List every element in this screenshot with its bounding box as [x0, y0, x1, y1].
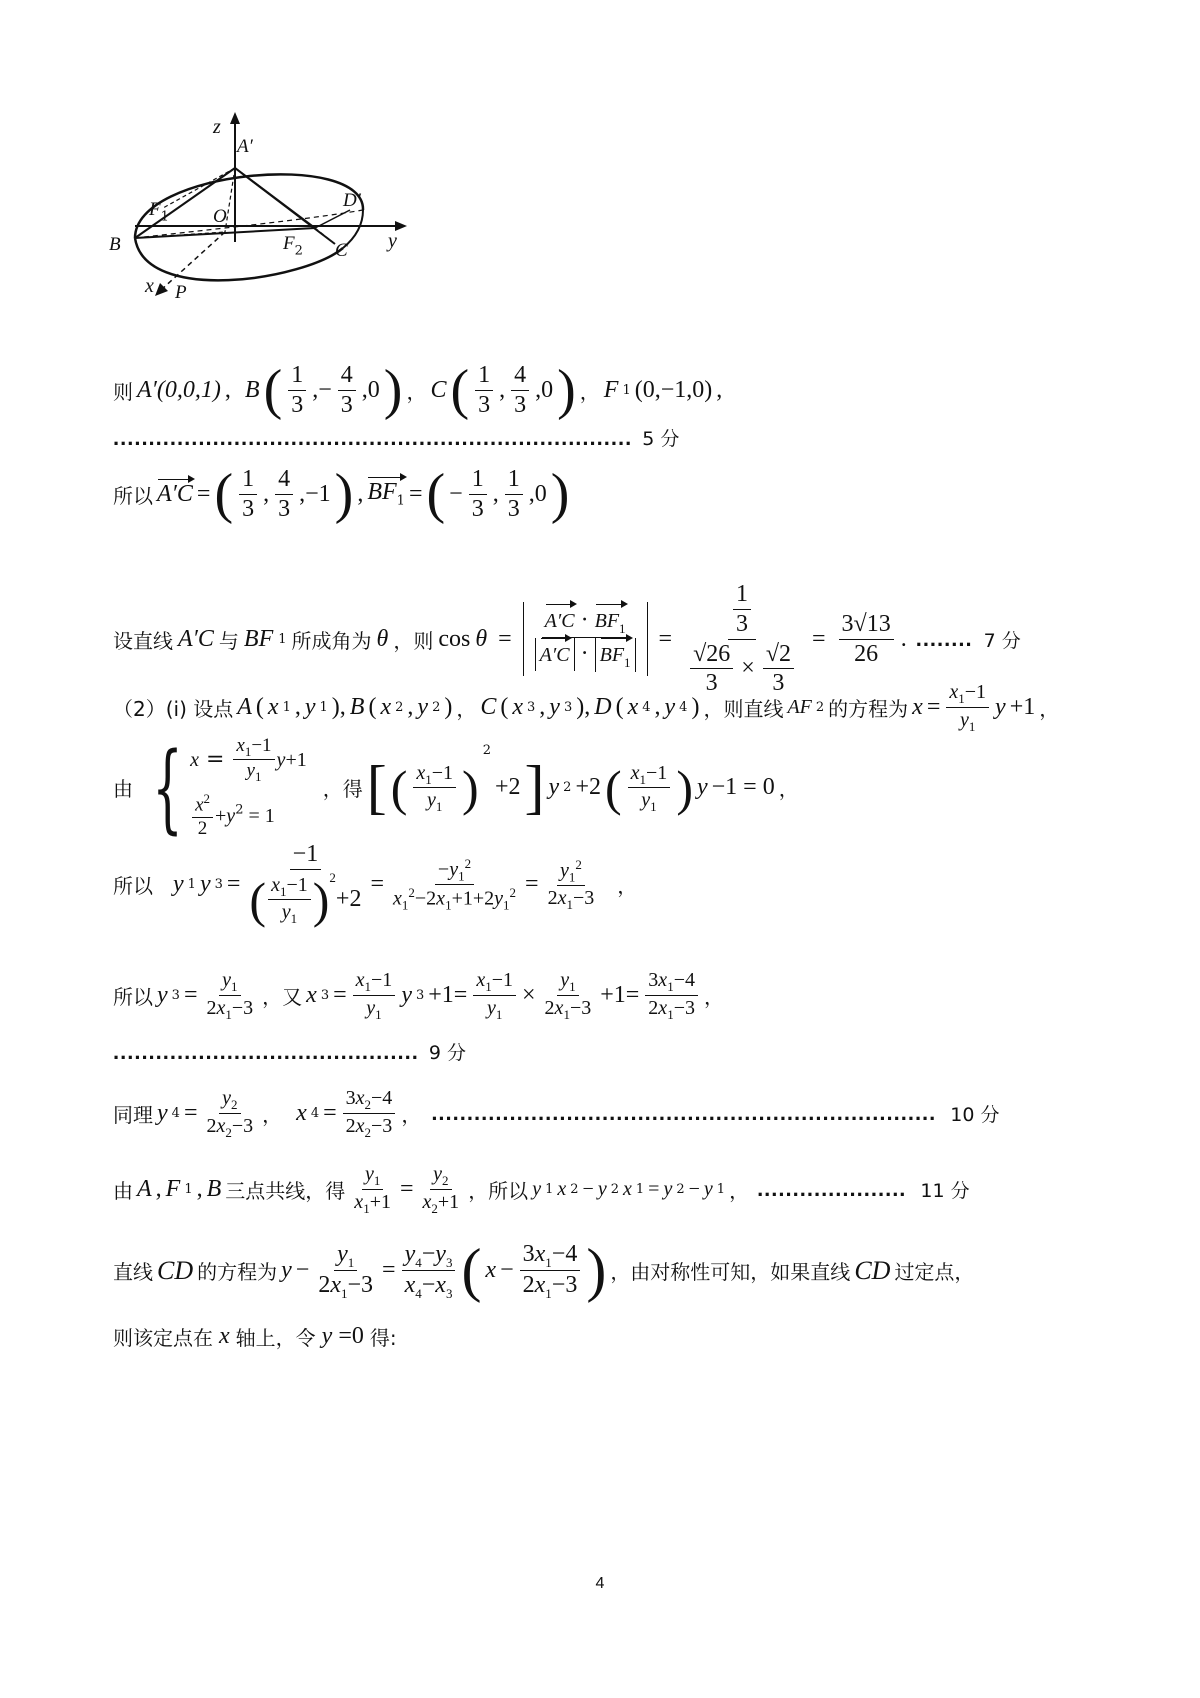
page-number: 4 [595, 1575, 605, 1592]
axis-label-x: x [145, 275, 154, 297]
system-line: 由 { x = $\frac{x_1-1}{y_1}$ y+1 $\frac{x^2}{2}$ $+y^2 = 1$ ，得 [ ( $\frac{x_1-1}{y_1}$ ) 2 +2 ] y 2 +2 ( $\frac{x_1-1}{y_1}$ ) y −1 = 0 ， [113, 731, 799, 844]
collinear-line: 由 A , F 1 , B 三点共线，得 $\frac{y_1}{x_1+1}$ = $\frac{y_2}{x_2+1}$ ，所以 y 1 x 2 − y 2 x 1 = y 2 − y 1 ， ..................... 11 分 [113, 1163, 970, 1216]
point-label-B: B [109, 234, 121, 255]
part2-line: （2）(i) 设点 A ( x 1 , y 1 ), B ( x 2 , y 2 ) ， C ( x 3 , y 3 ), D ( x 4 , y 4 ) ，则直线 AF 2 的方程为 x = $\frac{x_1-1}{y_1}$ y +1 ， [113, 681, 1060, 734]
x4y4-line: 同理 y 4 = $\frac{y_2}{2x_2-3}$ ， x 4 = $\frac{3x_2-4}{2x_2-3}$ ， ....................................................................... 10 分 [113, 1087, 1000, 1140]
vectors-line: 所以 A′C = ( $\frac{1}{3}$ , $\frac{4}{3}$ ,−1 ) , $BF_1$ = ( − $\frac{1}{3}$ , $\frac{1}{3}$ ,0 ) [113, 463, 570, 525]
point-label-A: A′ [237, 136, 253, 157]
cos-line: 设直线 A′C 与 BF 1 所成角为 θ ，则 cos θ = $\frac{A'C \cdot BF_1}{A'C \cdot BF_1}$ = $\frac{1}{3}$ $\frac{√26}{3}$ × $\frac{√2}{3}$ = $\frac{3√13}{26}$ . ........ 7 分 [113, 581, 1021, 697]
point-label-C: C [335, 240, 348, 261]
fixed-point-line: 则该定点在 x 轴上，令 y =0 得: [113, 1323, 397, 1350]
point-label-P: P [175, 282, 187, 303]
point-label-F2: $F_2$ [283, 233, 303, 259]
axis-label-y: y [388, 230, 397, 252]
point-label-D: D′ [343, 190, 361, 211]
coords-line: 则 A′(0,0,1) , B ( $\frac{1}{3}$ ,− $\frac{4}{3}$ ,0 ) ， C ( $\frac{1}{3}$ , $\frac{4}{3}$ ,0 ) ， F 1 (0,−1,0) , [113, 359, 723, 421]
axis-label-z: z [213, 116, 221, 138]
point-label-O: O [213, 206, 227, 227]
point-label-F1: $F_1$ [149, 199, 169, 225]
y1y3-line: 所以 y 1 y 3 = −1 ( $\frac{x_1-1}{y_1}$ ) $^2$ +2 = $\frac{-y_1^2}{x_1^2-2x_1+1+2y_1^2}$ = $\frac{y_1^2}{2x_1-3}$ ， [113, 841, 638, 928]
score-line-9: ........................................... 9 分 [113, 1038, 466, 1064]
score-line-5: ......................................................................... 5 分 [113, 424, 680, 450]
line-CD: 直线 CD 的方程为 y − $\frac{y_1}{2x_1-3}$ = $\frac{y_4-y_3}{x_4-x_3}$ ( x − $\frac{3x_1-4}{2x_1-3}$ ) ，由对称性可知，如果直线 CD 过定点， [113, 1237, 975, 1303]
x3y3-line: 所以 y 3 = $\frac{y_1}{2x_1-3}$ ，又 x 3 = $\frac{x_1-1}{y_1}$ y 3 +1= $\frac{x_1-1}{y_1}$ × $\frac{y_1}{2x_1-3}$ +1= $\frac{3x_1-4}{2x_1-3}$ ， [113, 969, 724, 1022]
